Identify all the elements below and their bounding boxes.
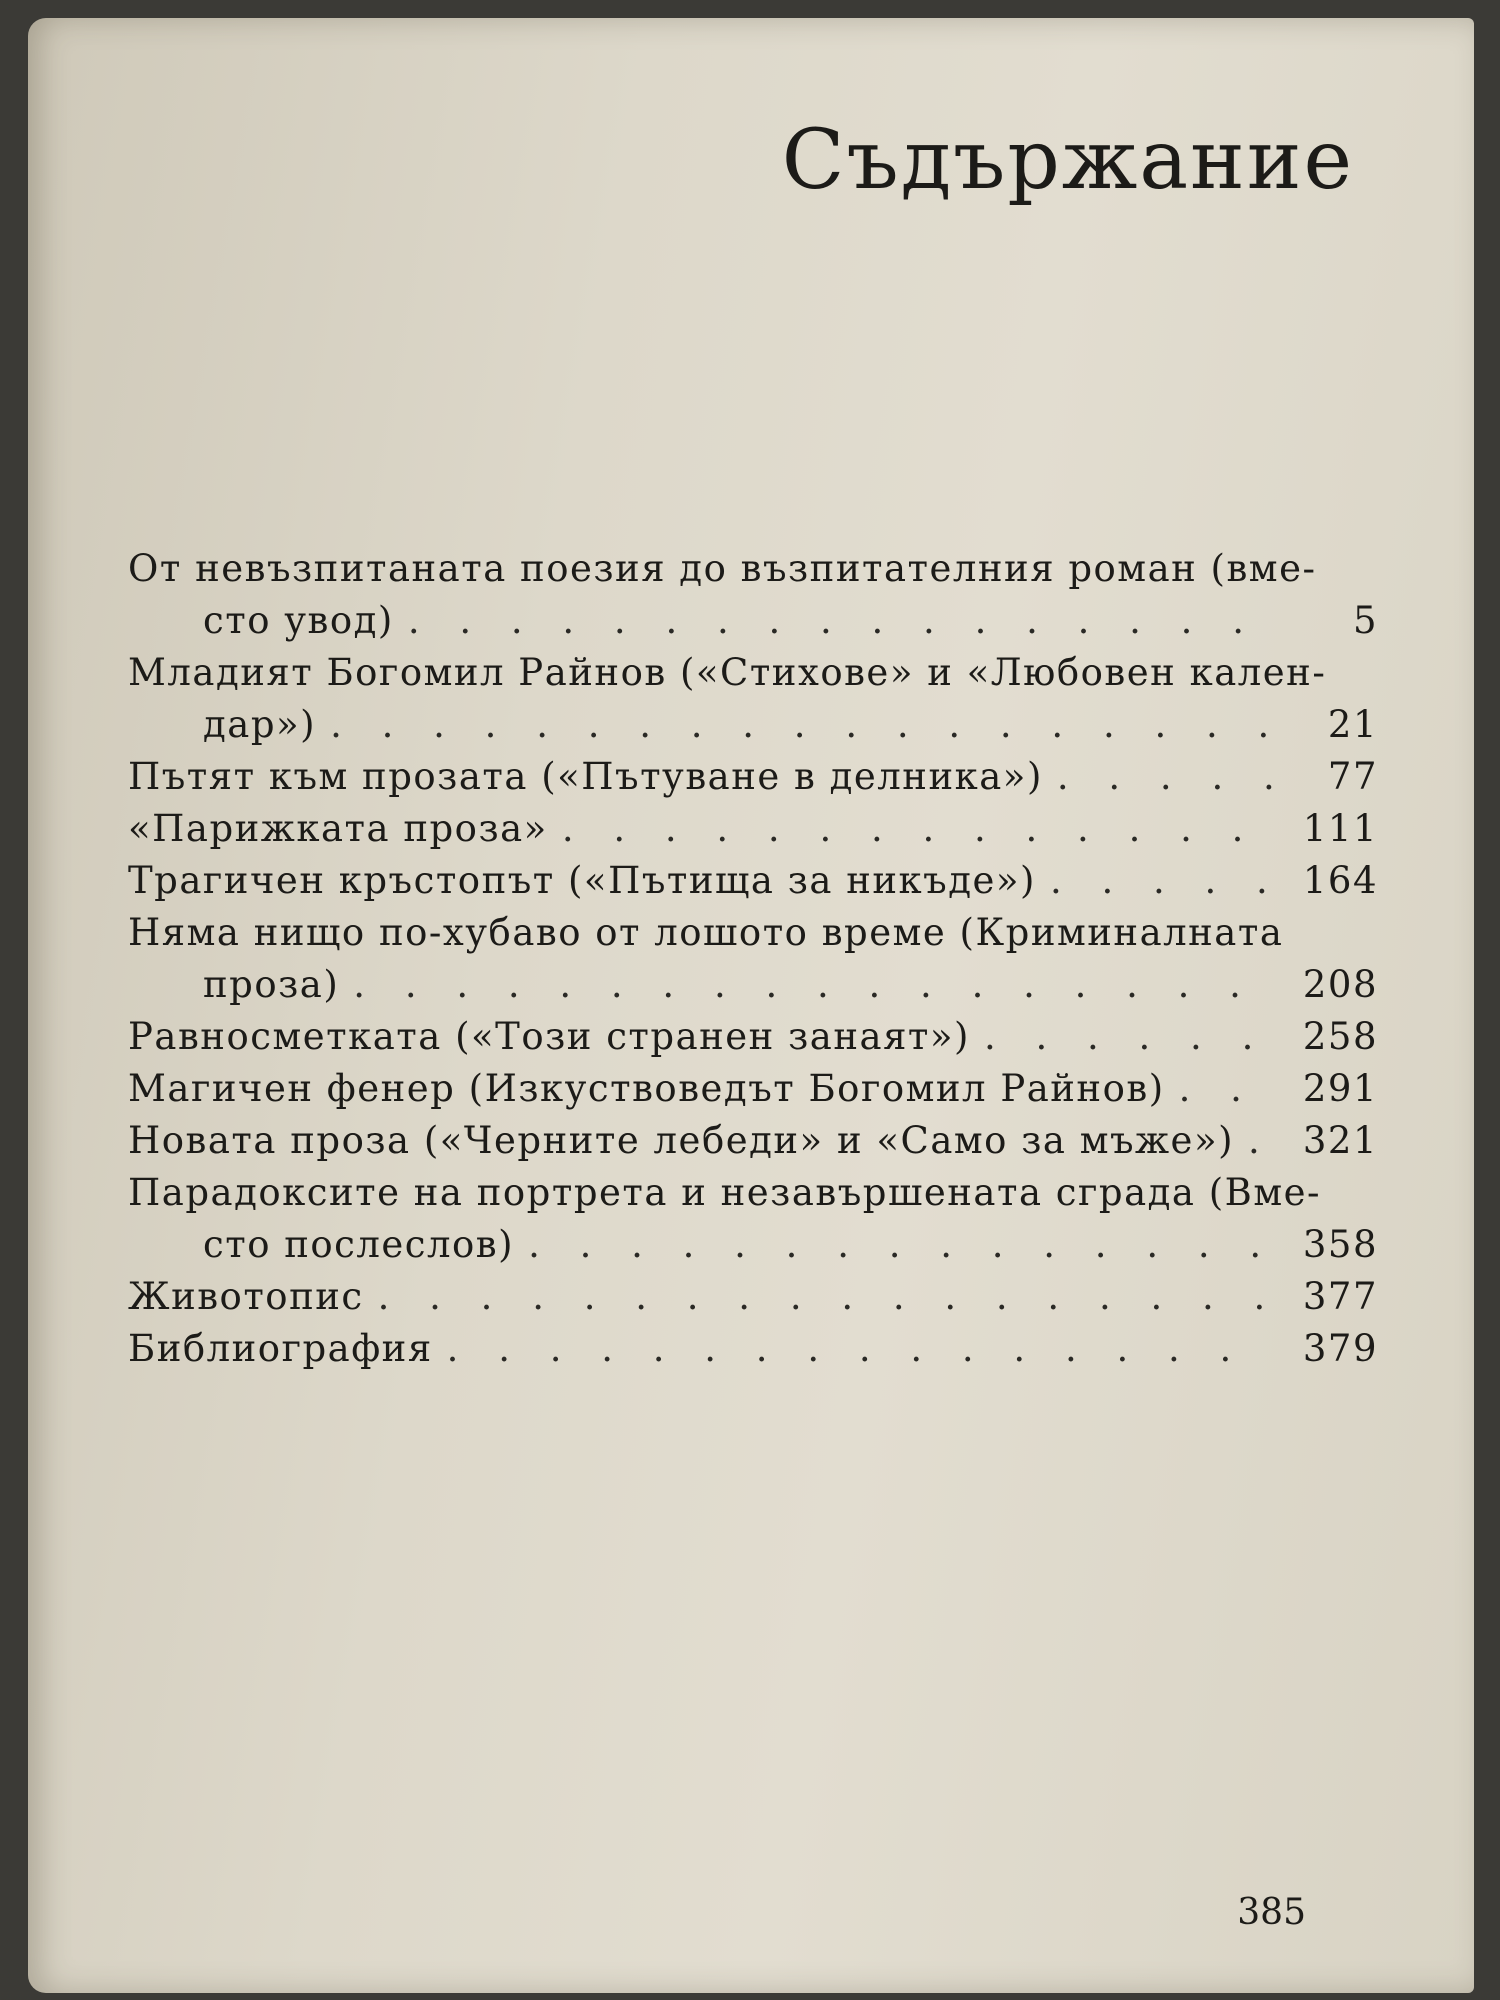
dot-leader [378, 1271, 1274, 1323]
toc-entry [128, 647, 1378, 751]
toc-entry-text: Новата проза («Черните лебеди» и «Само за мъже») [128, 1119, 1235, 1162]
dot-leader [1248, 1115, 1274, 1167]
dot-leader [408, 595, 1274, 647]
toc-entry-line [128, 1219, 1378, 1271]
toc-entry [128, 1167, 1378, 1271]
toc-page-number: 258 [1302, 1015, 1378, 1058]
dot-leader [330, 699, 1274, 751]
dot-leader [984, 1011, 1274, 1063]
toc-entry-text: сто послeслов) [203, 1223, 515, 1266]
page-number: 385 [1237, 1892, 1306, 1933]
toc-page-number: 77 [1327, 755, 1378, 798]
toc-entry-line [128, 1011, 1378, 1063]
toc-entry [128, 1011, 1378, 1063]
toc-entry-line [128, 543, 1378, 595]
toc-entry-text: От невъзпитаната поезия до възпитателния роман (вме- [128, 547, 1317, 590]
toc-entry-line [128, 803, 1378, 855]
toc-entry-line [128, 751, 1378, 803]
toc-page-number: 377 [1302, 1275, 1378, 1318]
dot-leader [528, 1219, 1274, 1271]
toc-entry [128, 1115, 1378, 1167]
toc-entry-line [128, 647, 1378, 699]
book-page [28, 18, 1474, 1993]
toc-entry-line [128, 1115, 1378, 1167]
toc-entry-line [128, 959, 1378, 1011]
toc-entry-text: Парадоксите на портрета и незавършената сграда (Вме- [128, 1171, 1322, 1214]
toc-page-number: 291 [1302, 1067, 1378, 1110]
toc-entry-line [128, 595, 1378, 647]
toc-entry-line [128, 699, 1378, 751]
toc-entry-text: Библиография [128, 1327, 433, 1370]
toc-entry-line [128, 907, 1378, 959]
toc-page-number: 379 [1302, 1327, 1378, 1370]
toc-entry-text: Няма нищо по-хубаво от лошото време (Криминалната [128, 911, 1284, 954]
dot-leader [447, 1323, 1274, 1375]
toc-entry [128, 803, 1378, 855]
toc-page-number: 5 [1352, 599, 1378, 642]
toc-entry [128, 907, 1378, 1011]
toc-entry-text: сто увод) [203, 599, 394, 642]
dot-leader [1179, 1063, 1274, 1115]
dot-leader [1057, 751, 1274, 803]
toc-entry-line [128, 1167, 1378, 1219]
toc-entry-text: проза) [203, 963, 340, 1006]
toc-entry [128, 1063, 1378, 1115]
dot-leader [1050, 855, 1274, 907]
toc-entry [128, 855, 1378, 907]
toc-entry-text: Пътят към прозата («Пътуване в делника») [128, 755, 1043, 798]
toc-entry-line [128, 1271, 1378, 1323]
toc-entry [128, 751, 1378, 803]
toc-page-number: 208 [1302, 963, 1378, 1006]
toc-entry [128, 1271, 1378, 1323]
toc-entry-text: дар») [203, 703, 317, 746]
dot-leader [353, 959, 1274, 1011]
toc-page-number: 21 [1327, 703, 1378, 746]
page-title: Съдържание [781, 113, 1354, 208]
toc-page-number: 111 [1302, 807, 1378, 850]
toc-page-number: 164 [1302, 859, 1378, 902]
toc-entry-line [128, 1063, 1378, 1115]
toc-entry [128, 1323, 1378, 1375]
dot-leader [562, 803, 1274, 855]
toc-page-number: 358 [1302, 1223, 1378, 1266]
table-of-contents [128, 543, 1378, 1375]
toc-entry-line [128, 855, 1378, 907]
toc-entry-text: Младият Богомил Райнов («Стихове» и «Любовен кален- [128, 651, 1327, 694]
toc-entry-text: Магичен фенер (Изкуствоведът Богомил Райнов) [128, 1067, 1165, 1110]
toc-entry-text: Трагичен кръстопът («Пътища за никъде») [128, 859, 1036, 902]
toc-page-number: 321 [1302, 1119, 1378, 1162]
toc-entry [128, 543, 1378, 647]
toc-entry-text: «Парижката проза» [128, 807, 548, 850]
toc-entry-line [128, 1323, 1378, 1375]
toc-entry-text: Животопис [128, 1275, 364, 1318]
toc-entry-text: Равносметката («Този странен занаят») [128, 1015, 970, 1058]
